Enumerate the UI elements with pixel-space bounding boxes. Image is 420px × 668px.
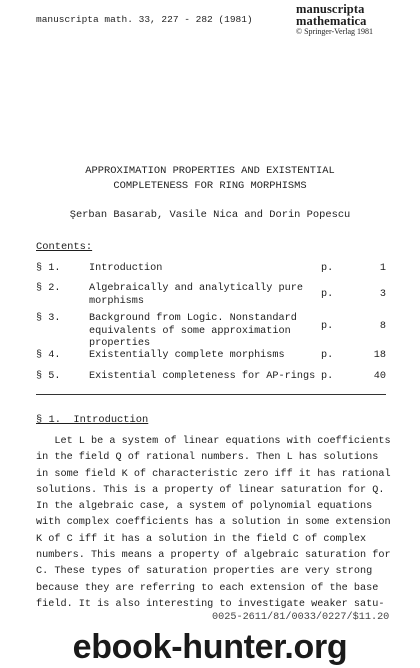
toc-page-number: 18 bbox=[373, 350, 386, 361]
body-line: in some field K of characteristic zero iff it has rational bbox=[36, 468, 391, 480]
title-line-1: APPROXIMATION PROPERTIES AND EXISTENTIAL bbox=[85, 165, 335, 177]
toc-title: Existentially complete morphisms bbox=[89, 350, 285, 361]
toc-number: § 2. bbox=[36, 283, 61, 294]
toc-title: Algebraically and analytically pure morphisms bbox=[89, 283, 303, 307]
toc-page-prefix: p. bbox=[321, 321, 334, 332]
title-line-2: COMPLETENESS FOR RING MORPHISMS bbox=[113, 180, 307, 192]
journal-logo bbox=[296, 3, 396, 37]
body-line: K of C iff it has a solution in the field C of complex bbox=[36, 533, 367, 545]
section-heading: § 1. Introduction bbox=[36, 414, 149, 426]
toc-title: Existential completeness for AP-rings bbox=[89, 371, 316, 382]
toc-number: § 5. bbox=[36, 371, 61, 382]
contents-heading: Contents: bbox=[36, 241, 93, 253]
section-divider bbox=[36, 394, 386, 395]
body-line: C. These types of saturation properties are very strong bbox=[36, 566, 373, 578]
body-line: numbers. This means a property of algebraic saturation for bbox=[36, 550, 391, 562]
toc-page-number: 3 bbox=[379, 289, 386, 300]
body-line: solutions. This is a property of linear saturation for Q. bbox=[36, 484, 385, 496]
body-line: In the algebraic case, a system of polynomial equations bbox=[36, 501, 373, 513]
toc-title: Background from Logic. Nonstandard equivalents of some approximation properties bbox=[89, 313, 297, 349]
toc-number: § 4. bbox=[36, 350, 61, 361]
toc-number: § 1. bbox=[36, 263, 61, 274]
toc-page-prefix: p. bbox=[321, 289, 334, 300]
body-line: because they are referring to each extension of the base bbox=[36, 582, 379, 594]
logo-copyright: © Springer-Verlag 1981 bbox=[296, 27, 374, 36]
article-code: 0025-2611/81/0033/0227/$11.20 bbox=[212, 612, 390, 623]
body-line: in the field Q of rational numbers. Then L has solutions bbox=[36, 452, 379, 464]
authors: Şerban Basarab, Vasile Nica and Dorin Popescu bbox=[69, 209, 351, 221]
logo-line-2: mathematica bbox=[296, 14, 367, 28]
introduction-paragraph bbox=[36, 434, 390, 613]
toc-page-prefix: p. bbox=[321, 350, 334, 361]
logo-line-1: manuscripta bbox=[296, 2, 365, 16]
journal-reference: manuscripta math. 33, 227 - 282 (1981) bbox=[36, 14, 253, 25]
toc-title: Introduction bbox=[89, 263, 163, 274]
toc-page-number: 1 bbox=[379, 263, 386, 274]
watermark-text: ebook-hunter.org bbox=[72, 628, 348, 666]
paper-title bbox=[0, 164, 420, 194]
toc-page-number: 8 bbox=[379, 321, 386, 332]
toc-page-prefix: p. bbox=[321, 263, 334, 274]
body-line: with complex coefficients has a solution in some extension bbox=[36, 517, 391, 529]
toc-page-number: 40 bbox=[373, 371, 386, 382]
toc-number: § 3. bbox=[36, 313, 61, 324]
body-line: Let L be a system of linear equations with coefficients bbox=[36, 436, 391, 447]
toc-page-prefix: p. bbox=[321, 371, 334, 382]
body-line: field. It is also interesting to investigate weaker satu- bbox=[36, 598, 385, 610]
